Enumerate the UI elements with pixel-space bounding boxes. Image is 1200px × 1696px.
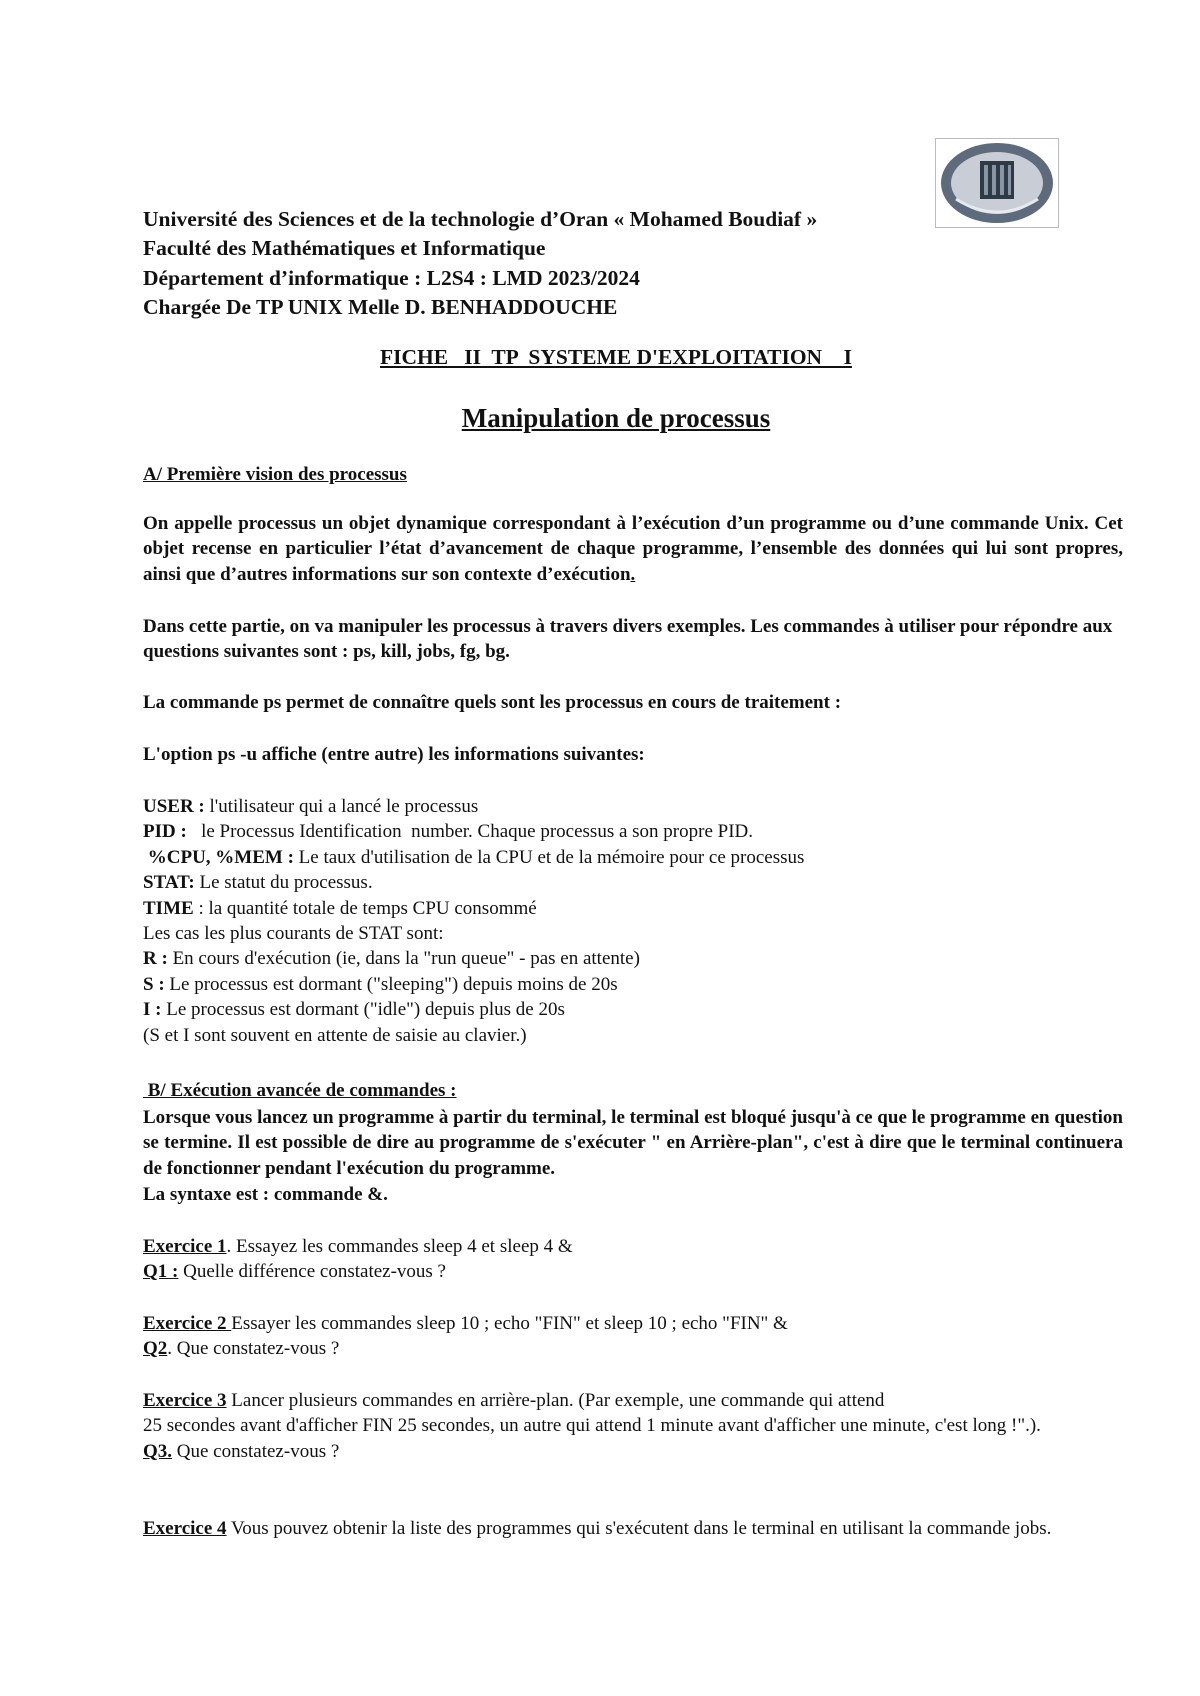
question-1-line	[143, 1259, 1123, 1284]
field-cpu-mem	[143, 845, 1123, 870]
stat-intro: Les cas les plus courants de STAT sont:	[143, 923, 444, 945]
ps-u-option: L'option ps -u affiche (entre autre) les informations suivantes:	[143, 744, 645, 765]
section-a-heading: A/ Première vision des processus	[143, 464, 407, 485]
section-b-syntax: La syntaxe est : commande &.	[143, 1184, 388, 1205]
seal-icon	[936, 139, 1058, 227]
page-title: Manipulation de processus	[461, 403, 771, 433]
exercise-label: Exercice 3	[143, 1390, 227, 1411]
exercise-4	[143, 1516, 1123, 1541]
field-time	[143, 896, 1123, 921]
field-stat	[143, 870, 1123, 895]
question-label: Q2	[143, 1338, 168, 1360]
question-label: Q1 :	[143, 1261, 179, 1283]
stat-text: En cours d'exécution (ie, dans la "run queue" - pas en attente)	[167, 948, 640, 970]
stat-label: R :	[143, 948, 168, 970]
ps-description: La commande ps permet de connaître quels sont les processus en cours de traitement :	[143, 692, 842, 713]
field-label: USER :	[143, 796, 205, 817]
field-label: TIME	[143, 897, 194, 919]
exercise-text: Lancer plusieurs commandes en arrière-plan. (Par exemple, une commande qui attend	[226, 1390, 885, 1411]
exercise-2-line	[143, 1311, 1123, 1336]
field-text: le Processus Identification number. Chaque processus a son propre PID.	[186, 821, 753, 843]
intro-period: .	[630, 563, 636, 585]
exercise-label: Exercice 1	[143, 1236, 227, 1257]
field-list	[143, 794, 1123, 1048]
fiche-title: FICHE II TP SYSTEME D'EXPLOITATION I	[380, 345, 852, 369]
field-user	[143, 794, 1123, 819]
question-text: . Que constatez-vous ?	[167, 1338, 340, 1360]
section-a-intro	[143, 511, 1123, 587]
instructor-line: Chargée De TP UNIX Melle D. BENHADDOUCHE	[143, 294, 618, 319]
field-pid	[143, 819, 1123, 844]
exercise-text: Vous pouvez obtenir la liste des programmes qui s'exécutent dans le terminal en utilisant la commande jobs.	[226, 1518, 1052, 1539]
stat-label: S :	[143, 973, 165, 995]
field-text: Le taux d'utilisation de la CPU et de la mémoire pour ce processus	[293, 846, 805, 868]
stat-s	[143, 972, 1123, 997]
field-text: : la quantité totale de temps CPU consommé	[193, 897, 537, 919]
exercise-2	[143, 1311, 1123, 1362]
field-text: Le statut du processus.	[194, 872, 373, 894]
stat-text: Le processus est dormant ("sleeping") depuis moins de 20s	[164, 973, 618, 995]
field-label: %CPU, %MEM :	[143, 846, 294, 868]
stat-label: I :	[143, 999, 162, 1021]
exercise-3-line	[143, 1388, 1123, 1413]
stat-r	[143, 946, 1123, 971]
section-b-body: Lorsque vous lancez un programme à partir du terminal, le terminal est bloqué jusqu'à ce que le programme en question se termine. Il est possible de dire au programme de s'exécuter " en Arrière-plan", c'est à dire que le terminal continuera de fonctionner pendant l'exécution du programme.	[143, 1107, 1123, 1179]
question-text: Que constatez-vous ?	[172, 1440, 340, 1462]
exercise-1-line	[143, 1234, 1123, 1259]
exercise-3-continuation: 25 secondes avant d'afficher FIN 25 secondes, un autre qui attend 1 minute avant d'afficher une minute, c'est long !".).	[143, 1415, 1041, 1437]
question-3-line	[143, 1439, 1123, 1464]
exercise-1	[143, 1234, 1123, 1285]
institution-header	[143, 205, 817, 322]
question-2-line	[143, 1336, 1123, 1361]
exercise-label: Exercice 4	[143, 1518, 227, 1539]
exercise-text: . Essayez les commandes sleep 4 et sleep 4 &	[226, 1236, 573, 1257]
question-text: Quelle différence constatez-vous ?	[178, 1261, 446, 1283]
stat-text: Le processus est dormant ("idle") depuis plus de 20s	[161, 999, 565, 1021]
intro-text: On appelle processus un objet dynamique correspondant à l’exécution d’un programme ou d’une commande Unix. Cet objet recense en particulier l’état d’avancement de chaque programme, l’ensemble des données qui lui sont propres, ainsi que d’autres informations sur son contexte d’exécution	[143, 513, 1123, 585]
faculty-name: Faculté des Mathématiques et Informatique	[143, 236, 546, 261]
exercise-3	[143, 1388, 1123, 1464]
stat-note: (S et I sont souvent en attente de saisie au clavier.)	[143, 1024, 527, 1046]
stat-i	[143, 997, 1123, 1022]
question-label: Q3.	[143, 1440, 173, 1462]
exercise-label: Exercice 2	[143, 1313, 232, 1334]
department-line: Département d’informatique : L2S4 : LMD 2023/2024	[143, 265, 640, 290]
university-seal-logo	[935, 138, 1059, 228]
field-text: l'utilisateur qui a lancé le processus	[204, 796, 479, 817]
university-name: Université des Sciences et de la technologie d’Oran « Mohamed Boudiaf »	[143, 207, 818, 231]
field-label: PID :	[143, 821, 187, 843]
section-a-commands-paragraph: Dans cette partie, on va manipuler les processus à travers divers exemples. Les commandes à utiliser pour répondre aux questions suivantes sont : ps, kill, jobs, fg, bg.	[143, 616, 1113, 663]
section-b-heading: B/ Exécution avancée de commandes :	[143, 1080, 457, 1101]
field-label: STAT:	[143, 872, 195, 894]
exercise-text: Essayer les commandes sleep 10 ; echo "FIN" et sleep 10 ; echo "FIN" &	[231, 1313, 788, 1334]
